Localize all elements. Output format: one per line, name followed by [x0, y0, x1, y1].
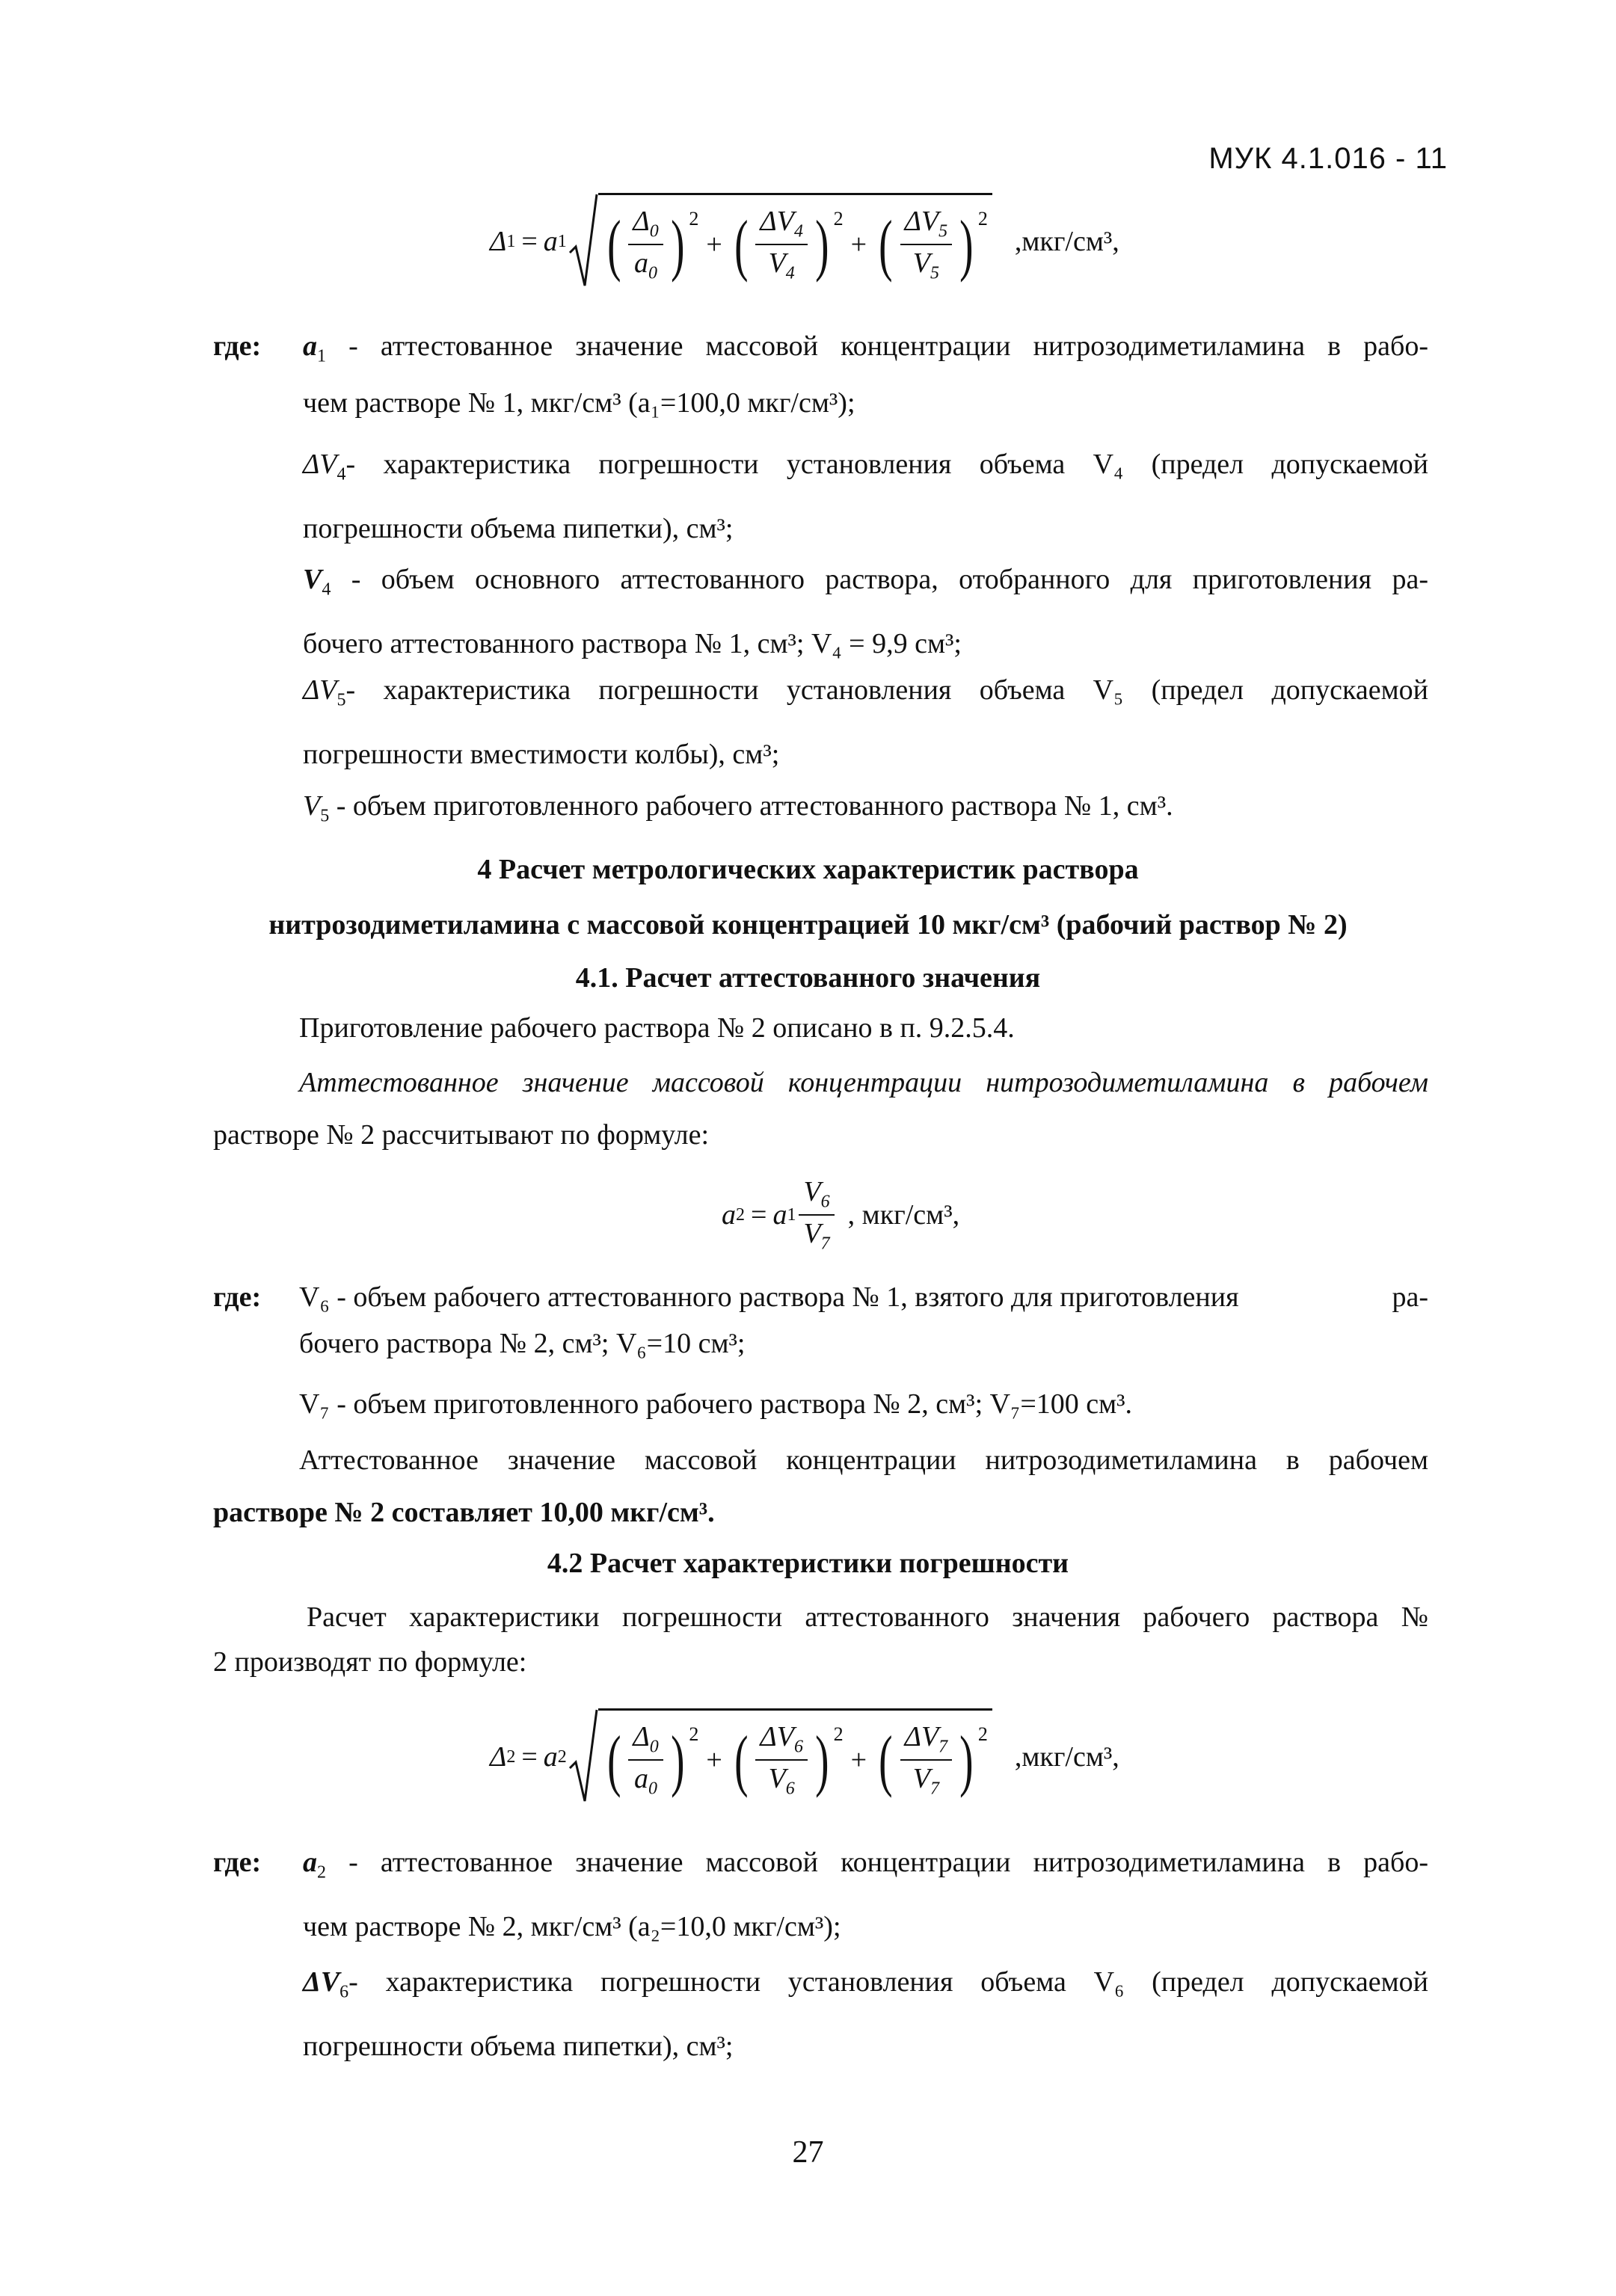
page-number: 27: [792, 2135, 824, 2170]
definition-v5: $V_5$ - объем приготовленного рабочего аттестованного раствора № 1, см³.: [303, 790, 1173, 826]
definition-dv4: $\Delta V_4-$ характеристика погрешности установления объема V₄ (предел допускаемой погрешности объема пипетки), см³;: [303, 449, 1428, 544]
result-text: Аттестованное значение массовой концентрации нитрозодиметиламина в рабочем растворе № 2 составляет 10,00 мкг/см³.: [213, 1444, 1428, 1528]
definition-v7: V₇ - объем приготовленного рабочего раствора № 2, см³; V₇=100 см³.: [299, 1388, 1133, 1420]
sqrt-sign: ( $\frac{\Delta_0}{a_0}$ ) $^2$ + ( $\frac{\Delta V_4}{V_4}$ ) $^2$ + ( $\frac{\Delta V_5}{V_5}$ ) $^2$: [568, 193, 992, 290]
definition-dv6: $\Delta V_6-$ характеристика погрешности установления объема V₆ (предел допускаемой погрешности объема пипетки), см³;: [303, 1966, 1428, 2062]
section-4-title-line2: нитрозодиметиламина с массовой концентрацией 10 мкг/см³ (рабочий раствор № 2): [268, 909, 1348, 941]
definition-dv5: $\Delta V_5-$ характеристика погрешности установления объема V₅ (предел допускаемой погрешности вместимости колбы), см³;: [303, 674, 1428, 770]
section-4-2-title: 4.2 Расчет характеристики погрешности: [547, 1548, 1069, 1579]
definition-v4: $V_4$ - объем основного аттестованного раствора, отобранного для приготовления ра- бочего аттестованного раствора № 1, см³; V₄ = 9,9 см³;: [303, 564, 1428, 659]
formula-a2: a 2 = a 1 $\frac{V_6}{V_7}$ , мкг/см³,: [722, 1176, 960, 1254]
document-code: МУК 4.1.016 - 11: [1208, 142, 1448, 175]
definition-a2: $a_2$ - аттестованное значение массовой концентрации нитрозодиметиламина в рабо- чем растворе № 2, мкг/см³ (a₂=10,0 мкг/см³);: [303, 1847, 1428, 1942]
formula-delta-2: Δ 2 = a 2 ( $\frac{\Delta_0}{a_0}$ ) $^2$ + ( $\frac{\Delta V_6}{V_6}$ ) $^2$ + ( $\frac{\Delta V_7}{V_7}$ ) $^2$ ,мкг/см³,: [490, 1708, 1119, 1806]
where-label-2: где:: [213, 1281, 262, 1313]
calc-text: Аттестованное значение массовой концентрации нитрозодиметиламина в рабочем растворе № 2 рассчитывают по формуле:: [213, 1067, 1428, 1151]
fraction-v6-v7: $\frac{V_6}{V_7}$: [799, 1175, 834, 1254]
prep-text: Приготовление рабочего раствора № 2 описано в п. 9.2.5.4.: [299, 1012, 1015, 1044]
where-label-3: где:: [213, 1847, 262, 1878]
where-label: где:: [213, 330, 262, 362]
definition-a1: $a_1$ - аттестованное значение массовой концентрации нитрозодиметиламина в рабо- чем растворе № 1, мкг/см³ (a₁=100,0 мкг/см³);: [303, 330, 1428, 419]
section-4-1-title: 4.1. Расчет аттестованного значения: [575, 962, 1041, 994]
section-4-title-line1: 4 Расчет метрологических характеристик раствора: [477, 854, 1139, 885]
sqrt-sign-2: ( $\frac{\Delta_0}{a_0}$ ) $^2$ + ( $\frac{\Delta V_6}{V_6}$ ) $^2$ + ( $\frac{\Delta V_7}{V_7}$ ) $^2$: [568, 1708, 992, 1806]
definition-v6: V₆ - объем рабочего аттестованного раствора № 1, взятого для приготовления ра- бочего раствора № 2, см³; V₆=10 см³;: [299, 1281, 1428, 1359]
formula-delta-1: Δ 1 = a 1 ( $\frac{\Delta_0}{a_0}$ ) $^2$ + ( $\frac{\Delta V_4}{V_4}$ ) $^2$ + ( $\frac{\Delta V_5}{V_5}$ ) $^2$ ,мкг/см³,: [490, 193, 1119, 290]
section-4-2-text: Расчет характеристики погрешности аттестованного значения рабочего раствора № 2 производят по формуле:: [213, 1601, 1428, 1678]
